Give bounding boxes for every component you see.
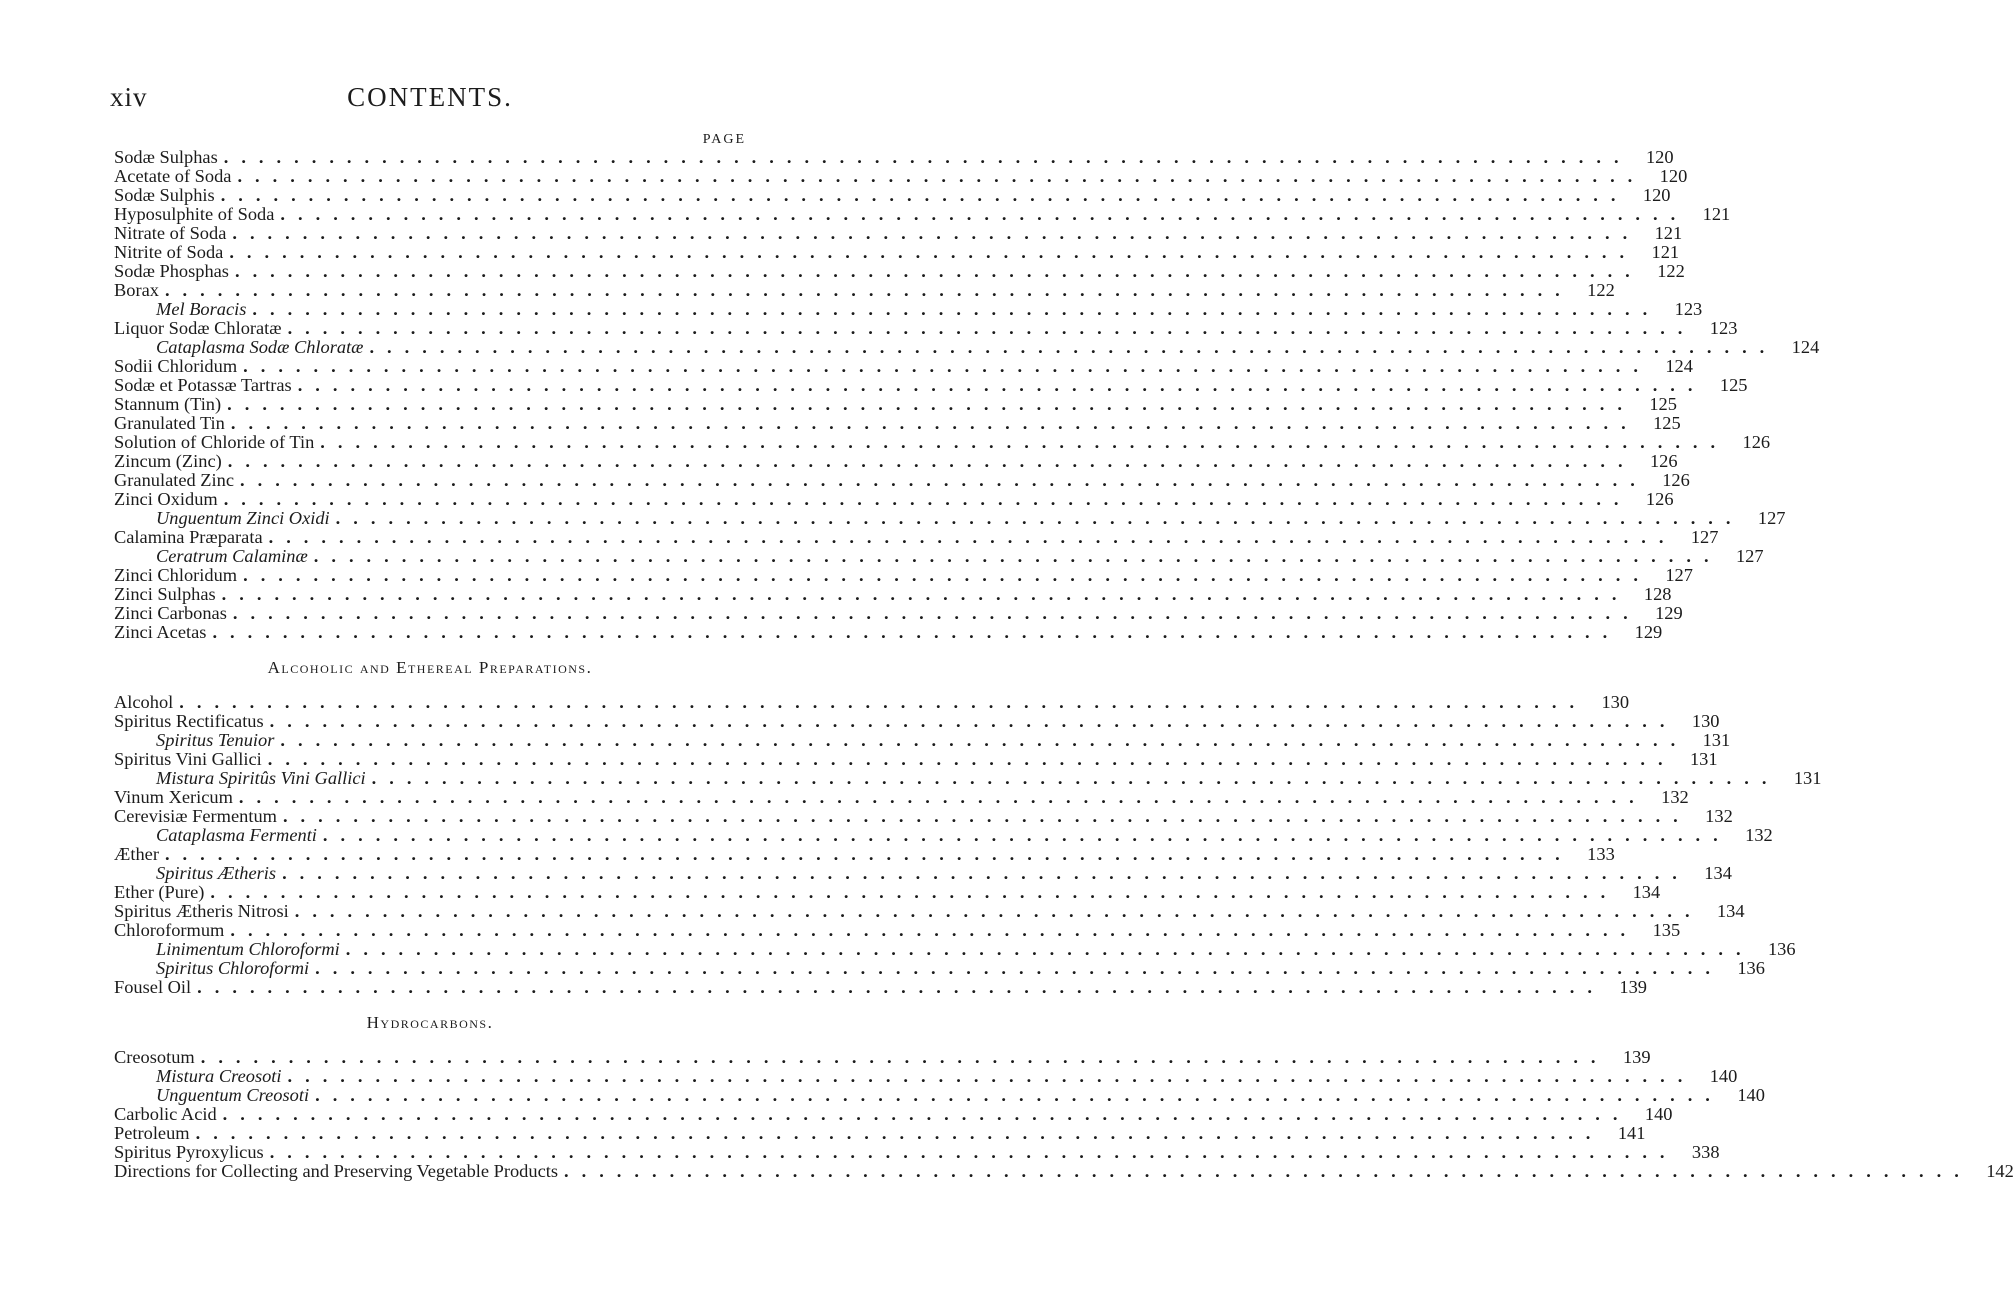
toc-entry	[114, 489, 1674, 509]
dot-leader: ................................................................................	[232, 603, 1641, 623]
dot-leader: ................................................................................	[280, 730, 1689, 750]
toc-entry-page: 130	[1601, 692, 1630, 712]
toc-entry-label: Directions for Collecting and Preserving Vegetable Products	[114, 1161, 558, 1181]
toc-entry-label: Zinci Chloridum	[114, 565, 238, 585]
toc-entry-label: Spiritus Rectificatus	[114, 711, 264, 731]
toc-entry-page: 124	[1665, 356, 1693, 376]
toc-entry-label: Mistura Creosoti	[156, 1066, 282, 1086]
toc-entry-label: Calamina Præparata	[114, 527, 263, 547]
toc-entry-page: 126	[1645, 489, 1674, 509]
toc-entry-page: 134	[1632, 882, 1661, 902]
toc-entry	[114, 882, 1661, 902]
toc-entry	[114, 939, 1796, 959]
dot-leader: ................................................................................	[564, 1161, 1972, 1181]
toc-entry	[114, 692, 1630, 712]
toc-entry-label: Zincum (Zinc)	[114, 451, 222, 471]
dot-leader: ................................................................................	[269, 711, 1678, 731]
dot-leader: ................................................................................	[287, 318, 1696, 338]
dot-leader: ................................................................................	[240, 470, 1648, 490]
dot-leader: ................................................................................	[269, 1142, 1678, 1162]
dot-leader: ................................................................................	[313, 546, 1722, 566]
toc-entry-page: 132	[1705, 806, 1733, 826]
toc-entry	[114, 299, 1703, 319]
dot-leader: ................................................................................	[197, 977, 1605, 997]
toc-entry	[114, 1123, 1646, 1143]
toc-entry-page: 131	[1793, 768, 1822, 788]
toc-entry	[114, 546, 1764, 566]
toc-entry-page: 121	[1654, 223, 1683, 243]
dot-leader: ................................................................................	[371, 768, 1780, 788]
dot-leader: ................................................................................	[294, 901, 1703, 921]
page-folio: xiv	[110, 82, 148, 112]
toc-entry-label: Spiritus Pyroxylicus	[114, 1142, 264, 1162]
toc-entry	[114, 1047, 1651, 1067]
section-heading: Alcoholic and Ethereal Preparations.	[267, 658, 593, 677]
toc-entry-page: 136	[1767, 939, 1796, 959]
toc-entry	[114, 527, 1719, 547]
toc-entry-label: Creosotum	[114, 1047, 195, 1067]
toc-entry-page: 131	[1689, 749, 1718, 769]
toc-entry-page: 131	[1702, 730, 1731, 750]
toc-entry-label: Stannum (Tin)	[114, 394, 222, 414]
toc-entry-label: Cataplasma Fermenti	[156, 825, 317, 845]
toc-entry	[114, 1085, 1765, 1105]
toc-entry-page: 127	[1665, 565, 1693, 585]
toc-entry-label: Alcohol	[114, 692, 174, 712]
toc-entry-page: 125	[1649, 394, 1677, 414]
toc-entry-label: Unguentum Zinci Oxidi	[156, 508, 330, 528]
toc-entry-page: 122	[1657, 261, 1685, 281]
dot-leader: ................................................................................	[230, 920, 1639, 940]
toc-entry-page: 130	[1691, 711, 1720, 731]
dot-leader: ................................................................................	[237, 166, 1646, 186]
toc-entry-label: Unguentum Creosoti	[156, 1085, 310, 1105]
dot-leader: ................................................................................	[335, 508, 1744, 528]
toc-entry	[114, 565, 1693, 585]
toc-entry-label: Spiritus Vini Gallici	[114, 749, 262, 769]
toc-entry-page: 126	[1649, 451, 1678, 471]
toc-entry	[114, 204, 1731, 224]
toc-entry	[114, 603, 1683, 623]
dot-leader: ................................................................................	[223, 489, 1632, 509]
dot-leader: ................................................................................	[210, 882, 1619, 902]
toc-entry-page: 128	[1643, 584, 1672, 604]
toc-entry-page: 123	[1674, 299, 1703, 319]
toc-entry-label: Zinci Sulphas	[114, 584, 216, 604]
dot-leader: ................................................................................	[230, 413, 1639, 433]
toc-entry-label: Spiritus Chloroformi	[156, 958, 310, 978]
toc-entry-label: Spiritus Ætheris	[156, 863, 277, 883]
dot-leader: ................................................................................	[297, 375, 1706, 395]
toc-entry	[114, 768, 1822, 788]
toc-entry	[114, 413, 1681, 433]
toc-entry-page: 140	[1644, 1104, 1673, 1124]
toc-entry-page: 123	[1709, 318, 1738, 338]
toc-entry-label: Zinci Carbonas	[114, 603, 227, 623]
toc-entry	[114, 147, 1674, 167]
toc-entry	[114, 958, 1765, 978]
dot-leader: ................................................................................	[280, 204, 1689, 224]
dot-leader: ................................................................................	[164, 280, 1573, 300]
dot-leader: ................................................................................	[267, 749, 1676, 769]
toc-entry-label: Hyposulphite of Soda	[114, 204, 275, 224]
toc-entry-page: 139	[1619, 977, 1647, 997]
toc-entry-label: Granulated Zinc	[114, 470, 234, 490]
dot-leader: ................................................................................	[227, 394, 1635, 414]
toc-entry	[114, 223, 1683, 243]
toc-entry-label: Zinci Oxidum	[114, 489, 218, 509]
toc-entry-page: 122	[1587, 280, 1615, 300]
toc-entry-page: 125	[1653, 413, 1681, 433]
toc-entry-page: 120	[1659, 166, 1688, 186]
toc-entry-label: Granulated Tin	[114, 413, 225, 433]
toc-entry-page: 121	[1651, 242, 1680, 262]
dot-leader: ................................................................................	[200, 1047, 1609, 1067]
dot-leader: ................................................................................	[223, 147, 1632, 167]
toc-entry	[114, 375, 1748, 395]
toc-entry	[114, 1104, 1673, 1124]
toc-entry	[114, 337, 1820, 357]
toc-entry	[114, 261, 1685, 281]
table-of-contents	[114, 132, 2014, 1181]
running-title: CONTENTS.	[347, 82, 513, 112]
section-heading: Hydrocarbons.	[366, 1013, 494, 1032]
page-column-label: PAGE	[702, 132, 746, 147]
toc-entry-label: Spiritus Ætheris Nitrosi	[114, 901, 289, 921]
toc-entry-label: Nitrite of Soda	[114, 242, 224, 262]
toc-entry-label: Linimentum Chloroformi	[156, 939, 340, 959]
toc-entry	[114, 242, 1680, 262]
dot-leader: ................................................................................	[320, 432, 1729, 452]
toc-entry	[114, 749, 1718, 769]
toc-entry-page: 127	[1735, 546, 1764, 566]
dot-leader: ................................................................................	[282, 806, 1691, 826]
toc-entry	[114, 806, 1733, 826]
toc-entry-page: 120	[1645, 147, 1674, 167]
dot-leader: ................................................................................	[287, 1066, 1696, 1086]
toc-entry-page: 124	[1791, 337, 1820, 357]
dot-leader: ................................................................................	[345, 939, 1754, 959]
toc-entry-label: Mistura Spiritûs Vini Gallici	[156, 768, 366, 788]
toc-entry	[114, 901, 1745, 921]
toc-entry-page: 133	[1587, 844, 1615, 864]
toc-entry-label: Nitrate of Soda	[114, 223, 227, 243]
toc-entry-page: 127	[1690, 527, 1719, 547]
toc-entry	[114, 825, 1773, 845]
page-header	[110, 82, 750, 122]
toc-entry-page: 134	[1704, 863, 1732, 883]
toc-entry-page: 129	[1655, 603, 1683, 623]
toc-entry	[114, 185, 1671, 205]
toc-entry-label: Sodæ Sulphas	[114, 147, 218, 167]
toc-entry-page: 135	[1652, 920, 1681, 940]
dot-leader: ................................................................................	[238, 787, 1647, 807]
toc-entry-label: Ceratrum Calaminæ	[156, 546, 308, 566]
toc-entry-page: 121	[1702, 204, 1731, 224]
toc-entry-page: 127	[1757, 508, 1786, 528]
dot-leader: ................................................................................	[195, 1123, 1604, 1143]
toc-entry-label: Liquor Sodæ Chloratæ	[114, 318, 282, 338]
toc-entry	[114, 394, 1677, 414]
toc-entry	[114, 711, 1720, 731]
toc-entry-label: Ether (Pure)	[114, 882, 205, 902]
dot-leader: ................................................................................	[268, 527, 1677, 547]
toc-entry-label: Solution of Chloride of Tin	[114, 432, 315, 452]
toc-entry-page: 338	[1691, 1142, 1720, 1162]
dot-leader: ................................................................................	[212, 622, 1621, 642]
toc-entry	[114, 920, 1681, 940]
toc-entry	[114, 1142, 1720, 1162]
toc-entry	[114, 787, 1689, 807]
toc-entry-page: 136	[1737, 958, 1765, 978]
dot-leader: ................................................................................	[164, 844, 1573, 864]
toc-entry-label: Chloroformum	[114, 920, 225, 940]
toc-entry	[114, 1161, 2014, 1181]
toc-entry-page: 129	[1634, 622, 1663, 642]
dot-leader: ................................................................................	[227, 451, 1636, 471]
toc-entry	[114, 730, 1731, 750]
toc-entry	[114, 318, 1738, 338]
toc-entry	[114, 451, 1678, 471]
toc-entry	[114, 508, 1786, 528]
dot-leader: ................................................................................	[369, 337, 1778, 357]
toc-entry	[114, 584, 1672, 604]
toc-entry-label: Borax	[114, 280, 159, 300]
toc-entry-label: Sodæ Sulphis	[114, 185, 215, 205]
dot-leader: ................................................................................	[179, 692, 1588, 712]
toc-entry-label: Sodii Chloridum	[114, 356, 238, 376]
toc-entry-page: 141	[1617, 1123, 1646, 1143]
toc-entry	[114, 622, 1663, 642]
toc-entry-page: 132	[1661, 787, 1689, 807]
toc-entry-label: Petroleum	[114, 1123, 190, 1143]
toc-entry-page: 126	[1662, 470, 1690, 490]
toc-entry	[114, 977, 1647, 997]
toc-entry-page: 140	[1709, 1066, 1738, 1086]
toc-entry	[114, 844, 1615, 864]
toc-entry-page: 126	[1742, 432, 1771, 452]
toc-entry	[114, 280, 1615, 300]
toc-entry-label: Sodæ Phosphas	[114, 261, 229, 281]
dot-leader: ................................................................................	[234, 261, 1643, 281]
dot-leader: ................................................................................	[243, 565, 1651, 585]
dot-leader: ................................................................................	[243, 356, 1651, 376]
toc-entry-label: Cataplasma Sodæ Chloratæ	[156, 337, 364, 357]
toc-entry-label: Acetate of Soda	[114, 166, 232, 186]
toc-entry-label: Spiritus Tenuior	[156, 730, 275, 750]
toc-entry-label: Mel Boracis	[156, 299, 247, 319]
toc-entry	[114, 166, 1688, 186]
toc-entry	[114, 470, 1690, 490]
dot-leader: ................................................................................	[220, 185, 1629, 205]
toc-entry-label: Cerevisiæ Fermentum	[114, 806, 277, 826]
toc-entry-page: 139	[1622, 1047, 1651, 1067]
toc-entry	[114, 356, 1693, 376]
toc-entry-label: Sodæ et Potassæ Tartras	[114, 375, 292, 395]
toc-entry-label: Fousel Oil	[114, 977, 192, 997]
dot-leader: ................................................................................	[282, 863, 1690, 883]
toc-entry-label: Vinum Xericum	[114, 787, 233, 807]
toc-entry-page: 132	[1745, 825, 1773, 845]
dot-leader: ................................................................................	[315, 1085, 1723, 1105]
toc-entry	[114, 1066, 1738, 1086]
toc-entry-label: Æther	[114, 844, 159, 864]
dot-leader: ................................................................................	[221, 584, 1630, 604]
toc-entry-page: 120	[1642, 185, 1671, 205]
dot-leader: ................................................................................	[232, 223, 1641, 243]
dot-leader: ................................................................................	[229, 242, 1638, 262]
toc-entry	[114, 863, 1732, 883]
toc-entry	[114, 432, 1771, 452]
toc-entry-page: 140	[1737, 1085, 1765, 1105]
toc-entry-label: Carbolic Acid	[114, 1104, 217, 1124]
dot-leader: ................................................................................	[322, 825, 1731, 845]
toc-entry-page: 142	[1986, 1161, 2014, 1181]
dot-leader: ................................................................................	[252, 299, 1661, 319]
toc-entry-label: Zinci Acetas	[114, 622, 207, 642]
dot-leader: ................................................................................	[315, 958, 1723, 978]
toc-entry-page: 125	[1719, 375, 1748, 395]
toc-entry-page: 134	[1716, 901, 1745, 921]
dot-leader: ................................................................................	[222, 1104, 1631, 1124]
